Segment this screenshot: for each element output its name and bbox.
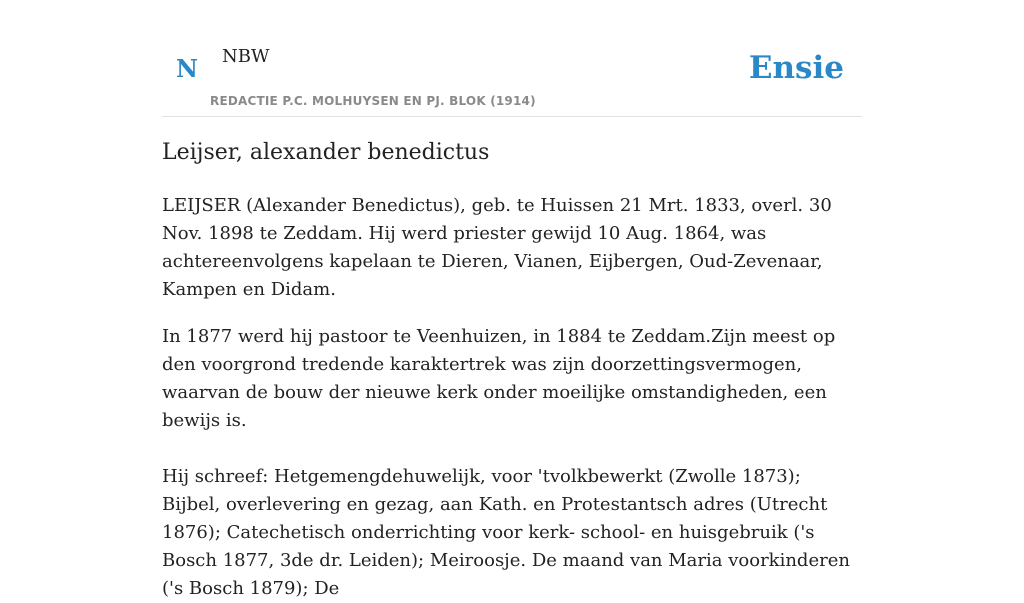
article-paragraph: In 1877 werd hij pastoor te Veenhuizen, in 1884 te Zeddam.Zijn meest op den voorgrond tredende karaktertrek was zijn doorzettingsvermogen, waarvan de bouw der nieuwe kerk onder moeilijke omstandigheden, een bewijs is.	[162, 326, 836, 431]
article-body	[162, 192, 864, 603]
article-title: Leijser, alexander benedictus	[162, 140, 490, 165]
brand-logo-link[interactable]: Ensie	[748, 50, 844, 86]
article-paragraph: LEIJSER (Alexander Benedictus), geb. te Huissen 21 Mrt. 1833, overl. 30 Nov. 1898 te Zeddam. Hij werd priester gewijd 10 Aug. 1864, was achtereenvolgens kapelaan te Dieren, Vianen, Eijbergen, Oud-Zevenaar, Kampen en Didam.	[162, 195, 832, 300]
source-logo[interactable]: N	[176, 54, 198, 83]
source-name[interactable]: NBW	[222, 46, 270, 67]
source-editors: REDACTIE P.C. MOLHUYSEN EN PJ. BLOK (1914)	[210, 94, 536, 108]
article-paragraph: Hij schreef: Hetgemengdehuwelijk, voor 'tvolkbewerkt (Zwolle 1873); Bijbel, overlevering en gezag, aan Kath. en Protestantsch adres (Utrecht 1876); Catechetisch onderrichting voor kerk- school- en huisgebruik ('s Bosch 1877, 3de dr. Leiden); Meiroosje. De maand van Maria voorkinderen ('s Bosch 1879); De	[162, 466, 850, 599]
header	[162, 0, 862, 117]
